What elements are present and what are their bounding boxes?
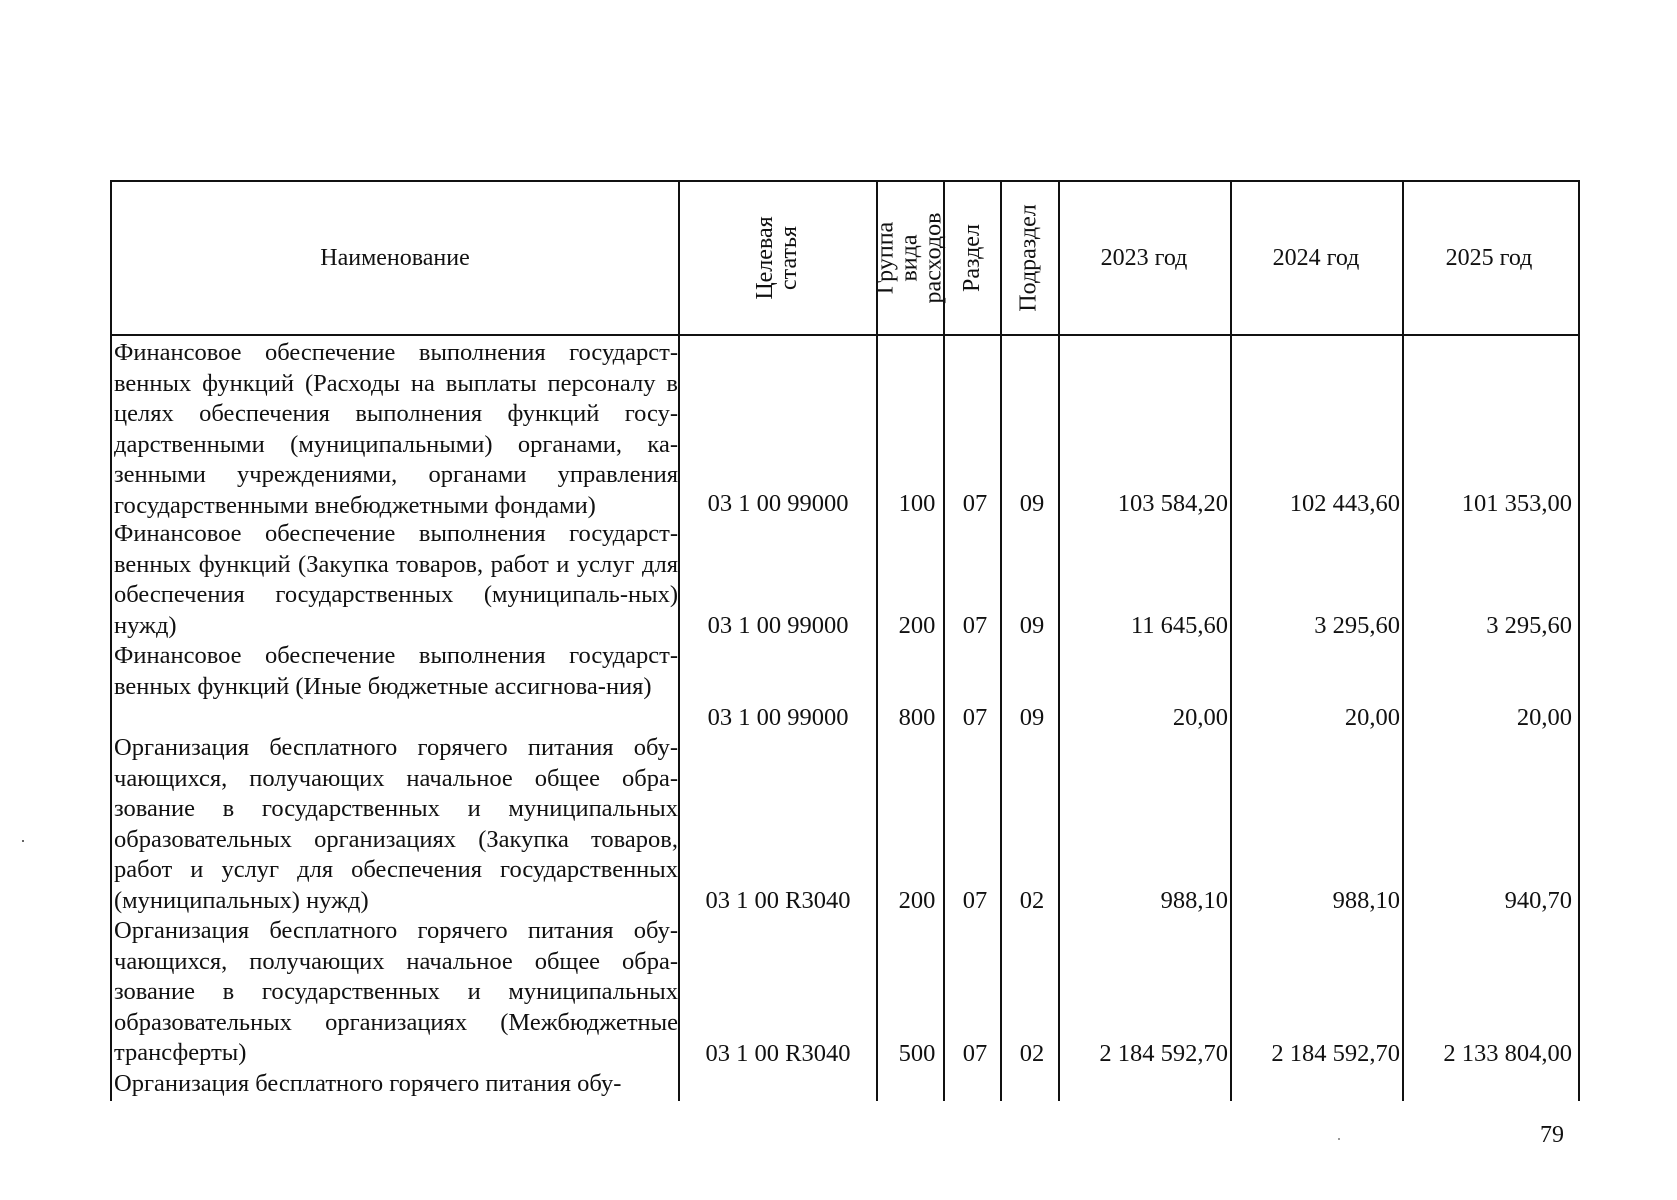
header-year-2025 xyxy=(1402,182,1576,334)
header-name xyxy=(112,182,678,334)
row-2025-amount: 2 133 804,00 xyxy=(1443,1040,1572,1067)
header-year-2024-label: 2024 год xyxy=(1272,245,1360,271)
row-expense-group: 200 xyxy=(898,887,936,914)
header-expense-group xyxy=(872,182,947,334)
row-2024-amount: 2 184 592,70 xyxy=(1271,1040,1400,1067)
row-name: Финансовое обеспечение выполнения государст-венных функций (Закупка товаров, работ и услуг для обеспечения государственных (муниципаль-ных) нужд) xyxy=(114,520,678,639)
row-section: 07 xyxy=(962,1040,988,1067)
row-2025-amount: 3 295,60 xyxy=(1486,612,1572,639)
table-header xyxy=(112,182,1578,336)
row-name: Организация бесплатного горячего питания обу- xyxy=(114,1070,622,1097)
row-name: Финансовое обеспечение выполнения государст-венных функций (Иные бюджетные ассигнова-ния) xyxy=(114,642,678,700)
row-section: 07 xyxy=(962,704,988,731)
row-subsection: 02 xyxy=(1019,1040,1045,1067)
budget-table xyxy=(110,180,1580,1101)
row-subsection: 09 xyxy=(1019,704,1045,731)
row-2023-amount: 2 184 592,70 xyxy=(1099,1040,1228,1067)
row-2024-amount: 20,00 xyxy=(1344,704,1400,731)
row-2024-amount: 3 295,60 xyxy=(1314,612,1400,639)
table-row xyxy=(112,733,1578,916)
row-subsection: 02 xyxy=(1019,887,1045,914)
header-expense-group-label: Группа вида расходов xyxy=(872,212,947,304)
row-name: Организация бесплатного горячего питания обу-чающихся, получающих начальное общее обра-зование в государственных и муниципальных образовательных организациях (Закупка товаров, работ и услуг для обеспечения государственных (муниципальных) нужд) xyxy=(114,734,678,914)
table-row xyxy=(112,336,1578,519)
row-section: 07 xyxy=(962,612,988,639)
table-body xyxy=(112,336,1578,1101)
row-subsection: 09 xyxy=(1019,490,1045,517)
row-2023-amount: 20,00 xyxy=(1172,704,1228,731)
table-row xyxy=(112,641,1578,733)
table-row xyxy=(112,916,1578,1069)
header-target-article xyxy=(678,182,876,334)
row-2024-amount: 102 443,60 xyxy=(1289,490,1400,517)
header-year-2024 xyxy=(1230,182,1402,334)
row-expense-group: 800 xyxy=(898,704,936,731)
row-subsection: 09 xyxy=(1019,612,1045,639)
header-target-article-label: Целевая статья xyxy=(752,216,802,300)
row-expense-group: 500 xyxy=(898,1040,936,1067)
scan-artifact xyxy=(1338,1138,1340,1140)
header-year-2023 xyxy=(1058,182,1230,334)
table-row xyxy=(112,1069,1578,1101)
row-name: Организация бесплатного горячего питания обу-чающихся, получающих начальное общее обра-зование в государственных и муниципальных образовательных организациях (Межбюджетные трансферты) xyxy=(114,917,678,1066)
scan-artifact xyxy=(22,840,24,842)
row-2023-amount: 103 584,20 xyxy=(1117,490,1228,517)
header-subsection-label: Подраздел xyxy=(1016,204,1043,312)
header-section-label: Раздел xyxy=(958,224,985,292)
row-target-article: 03 1 00 R3040 xyxy=(705,887,851,914)
table-row xyxy=(112,519,1578,641)
row-2025-amount: 101 353,00 xyxy=(1461,490,1572,517)
row-expense-group: 200 xyxy=(898,612,936,639)
row-2025-amount: 940,70 xyxy=(1504,887,1572,914)
row-2025-amount: 20,00 xyxy=(1516,704,1572,731)
header-section xyxy=(943,182,1000,334)
header-year-2025-label: 2025 год xyxy=(1445,245,1533,271)
row-target-article: 03 1 00 R3040 xyxy=(705,1040,851,1067)
row-target-article: 03 1 00 99000 xyxy=(707,612,849,639)
row-2023-amount: 11 645,60 xyxy=(1130,612,1228,639)
header-name-label: Наименование xyxy=(320,245,470,271)
page-number: 79 xyxy=(1540,1122,1564,1148)
row-section: 07 xyxy=(962,887,988,914)
row-name: Финансовое обеспечение выполнения государст-венных функций (Расходы на выплаты персоналу в целях обеспечения выполнения функций госу-дарственными (муниципальными) органами, ка-зенными учреждениями, органами управления государственными внебюджетными фондами) xyxy=(114,339,678,519)
row-2024-amount: 988,10 xyxy=(1332,887,1400,914)
row-2023-amount: 988,10 xyxy=(1160,887,1228,914)
header-subsection xyxy=(1000,182,1058,334)
row-target-article: 03 1 00 99000 xyxy=(707,704,849,731)
row-target-article: 03 1 00 99000 xyxy=(707,490,849,517)
header-year-2023-label: 2023 год xyxy=(1100,245,1188,271)
row-expense-group: 100 xyxy=(898,490,936,517)
row-section: 07 xyxy=(962,490,988,517)
